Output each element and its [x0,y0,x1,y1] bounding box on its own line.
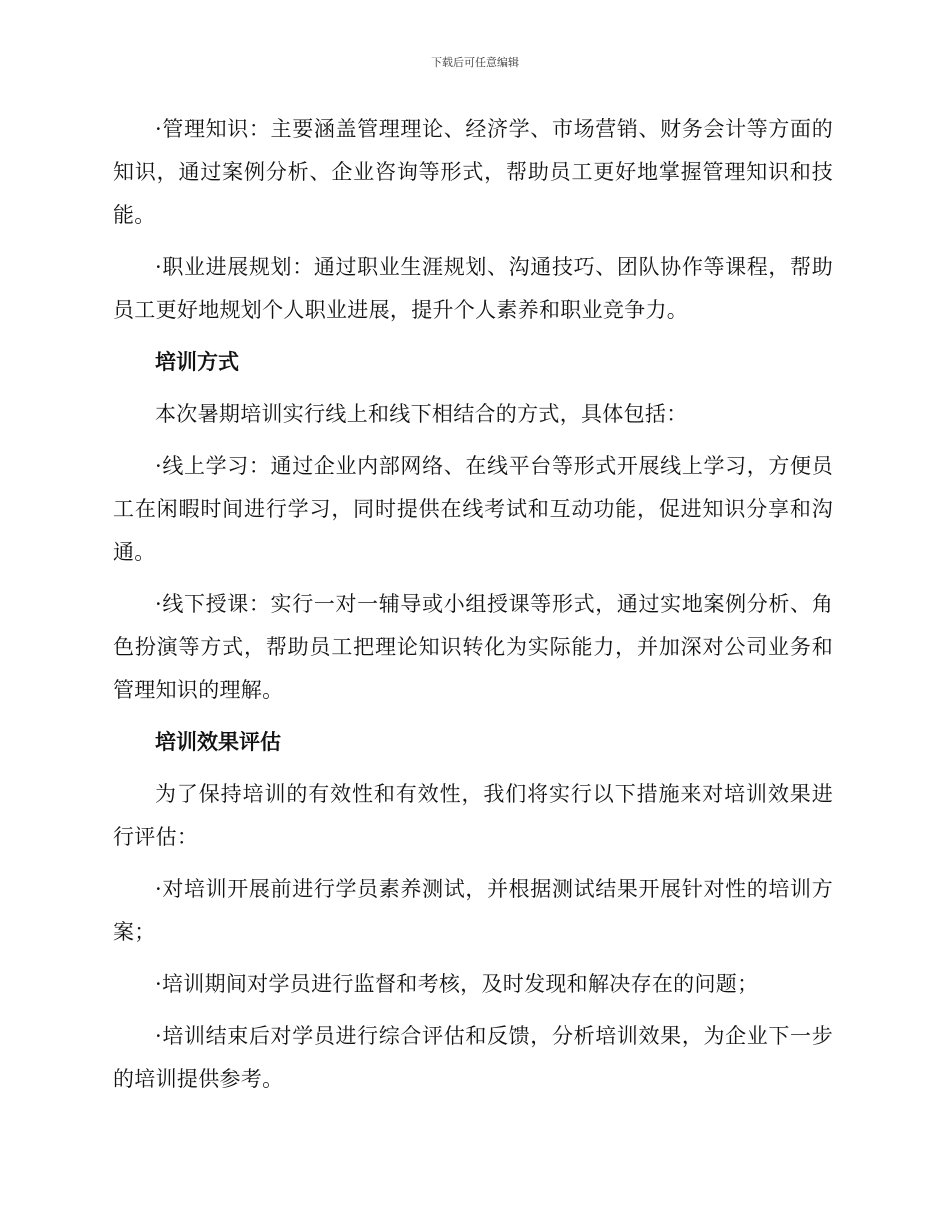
section-heading-evaluation: 培训效果评估 [155,730,281,754]
bullet-online-learning: ·线上学习：通过企业内部网络、在线平台等形式开展线上学习，方便员工在闲暇时间进行学习，同时提供在线考试和互动功能，促进知识分享和沟通。 [113,454,833,564]
bullet-career-planning: ·职业进展规划：通过职业生涯规划、沟通技巧、团队协作等课程，帮助员工更好地规划个人职业进展，提升个人素养和职业竞争力。 [113,255,833,322]
bullet-offline-teaching: ·线下授课：实行一对一辅导或小组授课等形式，通过实地案例分析、角色扮演等方式，帮助员工把理论知识转化为实际能力，并加深对公司业务和管理知识的理解。 [113,592,833,702]
paragraph-method-intro: 本次暑期培训实行线上和线下相结合的方式，具体包括： [155,402,688,426]
page-header: 下载后可任意编辑 [431,56,519,69]
bullet-management-knowledge: ·管理知识：主要涵盖管理理论、经济学、市场营销、财务会计等方面的知识，通过案例分析、企业咨询等形式，帮助员工更好地掌握管理知识和技能。 [113,117,833,227]
section-heading-training-method: 培训方式 [155,350,239,374]
bullet-final-evaluation: ·培训结束后对学员进行综合评估和反馈，分析培训效果，为企业下一步的培训提供参考。 [113,1024,833,1091]
paragraph-evaluation-intro: 为了保持培训的有效性和有效性，我们将实行以下措施来对培训效果进行评估： [113,782,833,849]
bullet-pre-test: ·对培训开展前进行学员素养测试，并根据测试结果开展针对性的培训方案； [113,877,833,944]
document-body [113,108,833,1110]
bullet-supervision: ·培训期间对学员进行监督和考核，及时发现和解决存在的问题； [155,972,759,996]
